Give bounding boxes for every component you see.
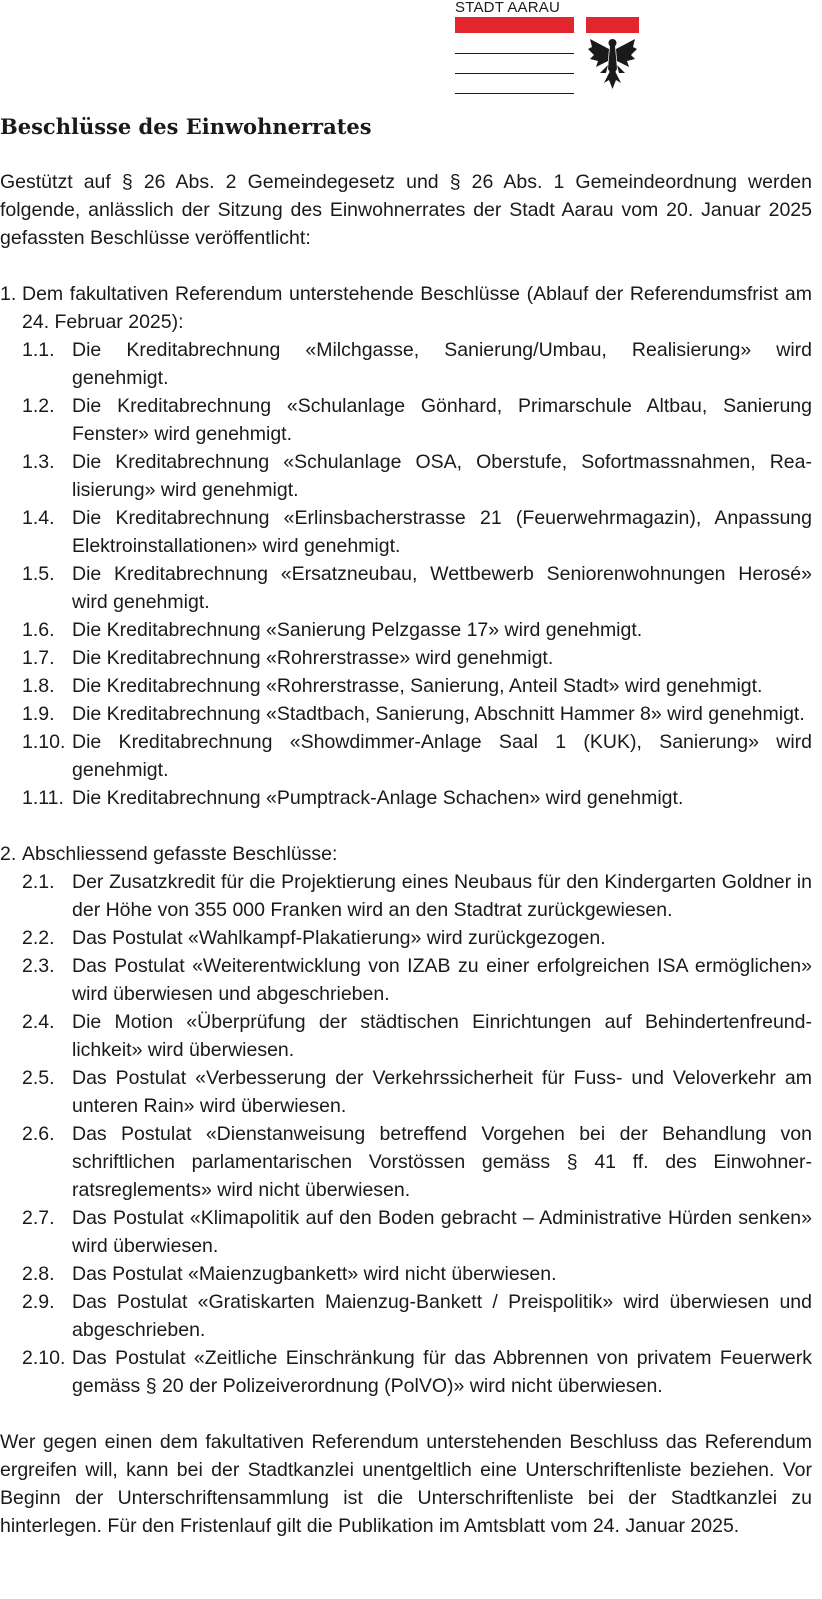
list-item [0, 1064, 812, 1120]
item-number: 2.7. [22, 1207, 55, 1229]
list-item [0, 952, 812, 1008]
list-item [0, 392, 812, 448]
closing-paragraph: Wer gegen einen dem fakultativen Referendum unterstehenden Beschluss das Referendum ergreifen will, kann bei der Stadtkanzlei unentgeltlich eine Unterschriftenliste beziehen. Vor Beginn der Unterschriftensammlung ist die Unterschriftenliste bei der Stadtkanzlei zu hinterlegen. Für den Fristenlauf gilt die Publikation im Amtsblatt vom 24. Januar 2025. [0, 1431, 812, 1537]
list-item [0, 1288, 812, 1344]
item-number: 1.4. [22, 507, 55, 529]
item-number: 2.2. [22, 927, 55, 949]
item-number: 1.3. [22, 451, 55, 473]
item-text: Die Kreditabrechnung «Sanierung Pelzgasse 17» wird genehmigt. [72, 619, 643, 641]
list-item [0, 672, 812, 700]
item-text: Das Postulat «Zeitliche Einschränkung für das Abbrennen von privatem Feuerwerk gemäss § 20 der Polizeiverordnung (PolVO)» wird nicht überwiesen. [72, 1347, 812, 1397]
item-text: Die Kreditabrechnung «Erlinsbacherstrasse 21 (Feuerwehrmagazin), Anpassung Elektroinstallationen» wird genehmigt. [72, 507, 812, 557]
list-item [0, 504, 812, 560]
item-text: Die Kreditabrechnung «Rohrerstrasse, Sanierung, Anteil Stadt» wird genehmigt. [72, 675, 763, 697]
logo-line [455, 73, 574, 74]
list-item [0, 644, 812, 672]
item-number: 2.3. [22, 955, 55, 977]
logo-red-bar [455, 17, 574, 33]
item-text: Die Kreditabrechnung «Schulanlage Gönhard, Primarschule Altbau, Sanierung Fenster» wird genehmigt. [72, 395, 812, 445]
page-title: Beschlüsse des Einwohnerrates [0, 114, 372, 139]
item-number: 1.11. [22, 787, 64, 809]
document-body [0, 112, 812, 1540]
item-text: Das Postulat «Verbesserung der Verkehrssicherheit für Fuss- und Veloverkehr am unteren Rain» wird überwiesen. [72, 1067, 812, 1117]
list-item [0, 1260, 812, 1288]
resolution-list [0, 868, 812, 1400]
item-text: Die Motion «Überprüfung der städtischen Einrichtungen auf Behindertenfreundlichkeit» wird überwiesen. [72, 1011, 812, 1061]
item-text: Das Postulat «Klimapolitik auf den Boden gebracht – Administrative Hürden senken» wird überwiesen. [72, 1207, 812, 1257]
section-heading-text: Abschliessend gefasste Beschlüsse: [22, 843, 338, 865]
item-number: 2.10. [22, 1347, 66, 1369]
list-item [0, 784, 812, 812]
item-text: Die Kreditabrechnung «Ersatzneubau, Wettbewerb Seniorenwohnungen Herosé» wird genehmigt. [72, 563, 812, 613]
item-text: Die Kreditabrechnung «Stadtbach, Sanierung, Abschnitt Hammer 8» wird genehmigt. [72, 703, 805, 725]
list-item [0, 616, 812, 644]
section-referendum [0, 280, 812, 812]
item-number: 2.5. [22, 1067, 55, 1089]
section-heading-text: Dem fakultativen Referendum unterstehende Beschlüsse (Ablauf der Referendumsfrist am 24. Februar 2025): [22, 283, 812, 333]
stadt-aarau-logo [455, 0, 645, 100]
logo-text: STADT AARAU [455, 0, 561, 16]
item-text: Das Postulat «Wahlkampf-Plakatierung» wird zurückgezogen. [72, 927, 606, 949]
item-text: Die Kreditabrechnung «Showdimmer-Anlage Saal 1 (KUK), Sanierung» wird genehmigt. [72, 731, 812, 781]
list-item [0, 700, 812, 728]
item-number: 2.6. [22, 1123, 55, 1145]
item-number: 1.6. [22, 619, 55, 641]
section-heading [0, 840, 812, 868]
resolution-list [0, 336, 812, 812]
item-number: 1.1. [22, 339, 55, 361]
section-heading [0, 280, 812, 336]
item-text: Das Postulat «Maienzugbankett» wird nicht überwiesen. [72, 1263, 557, 1285]
item-number: 1.5. [22, 563, 55, 585]
list-item [0, 868, 812, 924]
item-text: Die Kreditabrechnung «Pumptrack-Anlage Schachen» wird genehmigt. [72, 787, 684, 809]
item-text: Der Zusatzkredit für die Projektierung eines Neubaus für den Kindergarten Goldner in der Höhe von 355 000 Franken wird an den Stadtrat zurückgewiesen. [72, 871, 812, 921]
list-item [0, 1120, 812, 1204]
item-text: Das Postulat «Gratiskarten Maienzug-Bankett / Preispolitik» wird überwiesen und abgeschrieben. [72, 1291, 812, 1341]
item-number: 1.10. [22, 731, 66, 753]
list-item [0, 448, 812, 504]
item-number: 2.9. [22, 1291, 55, 1313]
item-text: Die Kreditabrechnung «Milchgasse, Sanierung/Umbau, Realisierung» wird genehmigt. [72, 339, 812, 389]
item-text: Das Postulat «Dienstanweisung betreffend Vorgehen bei der Behandlung von schriftlichen parlamentarischen Vorstössen gemäss § 41 ff. des Einwohnerratsreglements» wird nicht überwiesen. [72, 1123, 812, 1201]
list-item [0, 1344, 812, 1400]
section-number: 1. [0, 283, 17, 305]
item-text: Die Kreditabrechnung «Rohrerstrasse» wird genehmigt. [72, 647, 554, 669]
section-final [0, 840, 812, 1400]
item-number: 1.7. [22, 647, 55, 669]
item-text: Das Postulat «Weiterentwicklung von IZAB zu einer erfolgreichen ISA ermöglichen» wird überwiesen und abgeschrieben. [72, 955, 812, 1005]
section-number: 2. [0, 843, 17, 865]
list-item [0, 1204, 812, 1260]
list-item [0, 728, 812, 784]
item-text: Die Kreditabrechnung «Schulanlage OSA, Oberstufe, Sofortmassnahmen, Realisierung» wird genehmigt. [72, 451, 812, 501]
eagle-coat-of-arms-icon [586, 17, 639, 95]
list-item [0, 336, 812, 392]
list-item [0, 1008, 812, 1064]
list-item [0, 924, 812, 952]
item-number: 2.1. [22, 871, 55, 893]
intro-paragraph: Gestützt auf § 26 Abs. 2 Gemeindegesetz und § 26 Abs. 1 Gemeindeordnung werden folgende, anlässlich der Sitzung des Einwohnerrates der Stadt Aarau vom 20. Januar 2025 gefassten Beschlüsse veröffentlicht: [0, 171, 812, 249]
item-number: 1.9. [22, 703, 55, 725]
item-number: 1.2. [22, 395, 55, 417]
logo-line [455, 53, 574, 54]
logo-line [455, 93, 574, 94]
item-number: 2.8. [22, 1263, 55, 1285]
item-number: 1.8. [22, 675, 55, 697]
item-number: 2.4. [22, 1011, 55, 1033]
list-item [0, 560, 812, 616]
